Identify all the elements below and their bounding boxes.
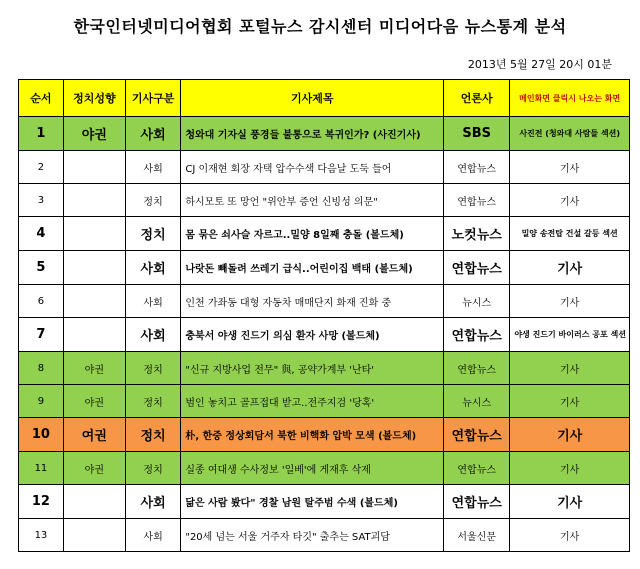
cell-political [63, 285, 125, 318]
table-row [19, 519, 630, 552]
header-title: 기사제목 [181, 80, 444, 117]
header-main-screen: 메인화면 클릭시 나오는 화면 [510, 80, 630, 117]
cell-category: 사회 [125, 519, 181, 552]
cell-publisher: 연합뉴스 [444, 452, 510, 485]
cell-publisher: 연합뉴스 [444, 418, 510, 452]
cell-publisher: 연합뉴스 [444, 352, 510, 385]
header-publisher: 언론사 [444, 80, 510, 117]
table-row [19, 184, 630, 217]
cell-main-screen: 기사 [510, 251, 630, 285]
cell-publisher: SBS [444, 117, 510, 151]
table-row [19, 385, 630, 418]
cell-political [63, 251, 125, 285]
cell-num: 5 [19, 251, 64, 285]
cell-main-screen: 기사 [510, 285, 630, 318]
table-row [19, 251, 630, 285]
table-row [19, 285, 630, 318]
cell-title: 나랏돈 빼돌려 쓰레기 급식..어린이집 백태 (볼드체) [181, 251, 444, 285]
news-stats-table [18, 79, 630, 552]
cell-political [63, 318, 125, 352]
header-political: 정치성향 [63, 80, 125, 117]
cell-main-screen: 기사 [510, 519, 630, 552]
cell-category: 사회 [125, 285, 181, 318]
cell-publisher: 연합뉴스 [444, 151, 510, 184]
cell-num: 9 [19, 385, 64, 418]
cell-category: 사회 [125, 318, 181, 352]
cell-publisher: 연합뉴스 [444, 184, 510, 217]
cell-main-screen: 기사 [510, 151, 630, 184]
cell-num: 4 [19, 217, 64, 251]
cell-num: 12 [19, 485, 64, 519]
cell-title: 朴, 한중 정상회담서 북한 비핵화 압박 모색 (볼드체) [181, 418, 444, 452]
cell-title: 하시모토 또 망언 "위안부 증언 신빙성 의문" [181, 184, 444, 217]
cell-political: 야권 [63, 352, 125, 385]
cell-num: 8 [19, 352, 64, 385]
cell-title: 청와대 기자실 풍경들 불통으로 복귀인가? (사진기사) [181, 117, 444, 151]
table-row [19, 485, 630, 519]
cell-publisher: 서울신문 [444, 519, 510, 552]
cell-title: 충북서 야생 진드기 의심 환자 사망 (볼드체) [181, 318, 444, 352]
cell-publisher: 뉴시스 [444, 285, 510, 318]
table-row [19, 418, 630, 452]
cell-political [63, 519, 125, 552]
cell-political [63, 184, 125, 217]
cell-title: 실종 여대생 수사정보 '일베'에 게재후 삭제 [181, 452, 444, 485]
cell-publisher: 연합뉴스 [444, 251, 510, 285]
cell-category: 사회 [125, 151, 181, 184]
cell-num: 13 [19, 519, 64, 552]
cell-num: 6 [19, 285, 64, 318]
cell-publisher: 연합뉴스 [444, 485, 510, 519]
cell-publisher: 연합뉴스 [444, 318, 510, 352]
header-num: 순서 [19, 80, 64, 117]
table-row [19, 352, 630, 385]
cell-category: 정치 [125, 418, 181, 452]
cell-category: 정치 [125, 184, 181, 217]
cell-political [63, 217, 125, 251]
table-row [19, 117, 630, 151]
cell-main-screen: 기사 [510, 452, 630, 485]
cell-title: "신규 지방사업 전무" 與, 공약가계부 '난타' [181, 352, 444, 385]
cell-title: CJ 이재현 회장 자택 압수수색 다음날 도둑 들어 [181, 151, 444, 184]
cell-main-screen: 기사 [510, 352, 630, 385]
cell-num: 3 [19, 184, 64, 217]
cell-category: 정치 [125, 452, 181, 485]
header-row [19, 80, 630, 117]
cell-main-screen: 사진전 (청와대 사람들 섹션) [510, 117, 630, 151]
cell-title: "20세 넘는 서울 거주자 타깃" 출추는 SAT괴담 [181, 519, 444, 552]
cell-political: 야권 [63, 452, 125, 485]
header-category: 기사구분 [125, 80, 181, 117]
cell-num: 10 [19, 418, 64, 452]
cell-main-screen: 기사 [510, 418, 630, 452]
cell-num: 2 [19, 151, 64, 184]
cell-main-screen: 밀양 송전탑 건설 갈등 섹션 [510, 217, 630, 251]
cell-category: 사회 [125, 251, 181, 285]
cell-publisher: 뉴시스 [444, 385, 510, 418]
cell-title: 닮은 사람 봤다" 경찰 남원 탈주범 수색 (볼드체) [181, 485, 444, 519]
table-row [19, 452, 630, 485]
cell-political: 여권 [63, 418, 125, 452]
cell-publisher: 노컷뉴스 [444, 217, 510, 251]
cell-title: 몸 묶은 쇠사슬 자르고..밀양 8일째 충돌 (볼드체) [181, 217, 444, 251]
cell-title: 인천 가좌동 대형 자동차 매매단지 화재 진화 중 [181, 285, 444, 318]
cell-category: 사회 [125, 117, 181, 151]
table-row [19, 217, 630, 251]
cell-political [63, 485, 125, 519]
timestamp: 2013년 5월 27일 20시 01분 [467, 58, 612, 71]
cell-main-screen: 기사 [510, 184, 630, 217]
page-title: 한국인터넷미디어협회 포털뉴스 감시센터 미디어다음 뉴스통계 분석 [73, 17, 567, 36]
cell-num: 1 [19, 117, 64, 151]
cell-num: 7 [19, 318, 64, 352]
cell-category: 사회 [125, 485, 181, 519]
table-row [19, 318, 630, 352]
cell-num: 11 [19, 452, 64, 485]
cell-main-screen: 기사 [510, 385, 630, 418]
cell-title: 범인 놓치고 골프접대 받고..전주지검 '당혹' [181, 385, 444, 418]
cell-political [63, 151, 125, 184]
cell-political: 야권 [63, 117, 125, 151]
cell-main-screen: 야생 진드기 바이러스 공포 섹션 [510, 318, 630, 352]
table-row [19, 151, 630, 184]
cell-category: 정치 [125, 385, 181, 418]
cell-political: 야권 [63, 385, 125, 418]
cell-category: 정치 [125, 217, 181, 251]
cell-main-screen: 기사 [510, 485, 630, 519]
cell-category: 정치 [125, 352, 181, 385]
